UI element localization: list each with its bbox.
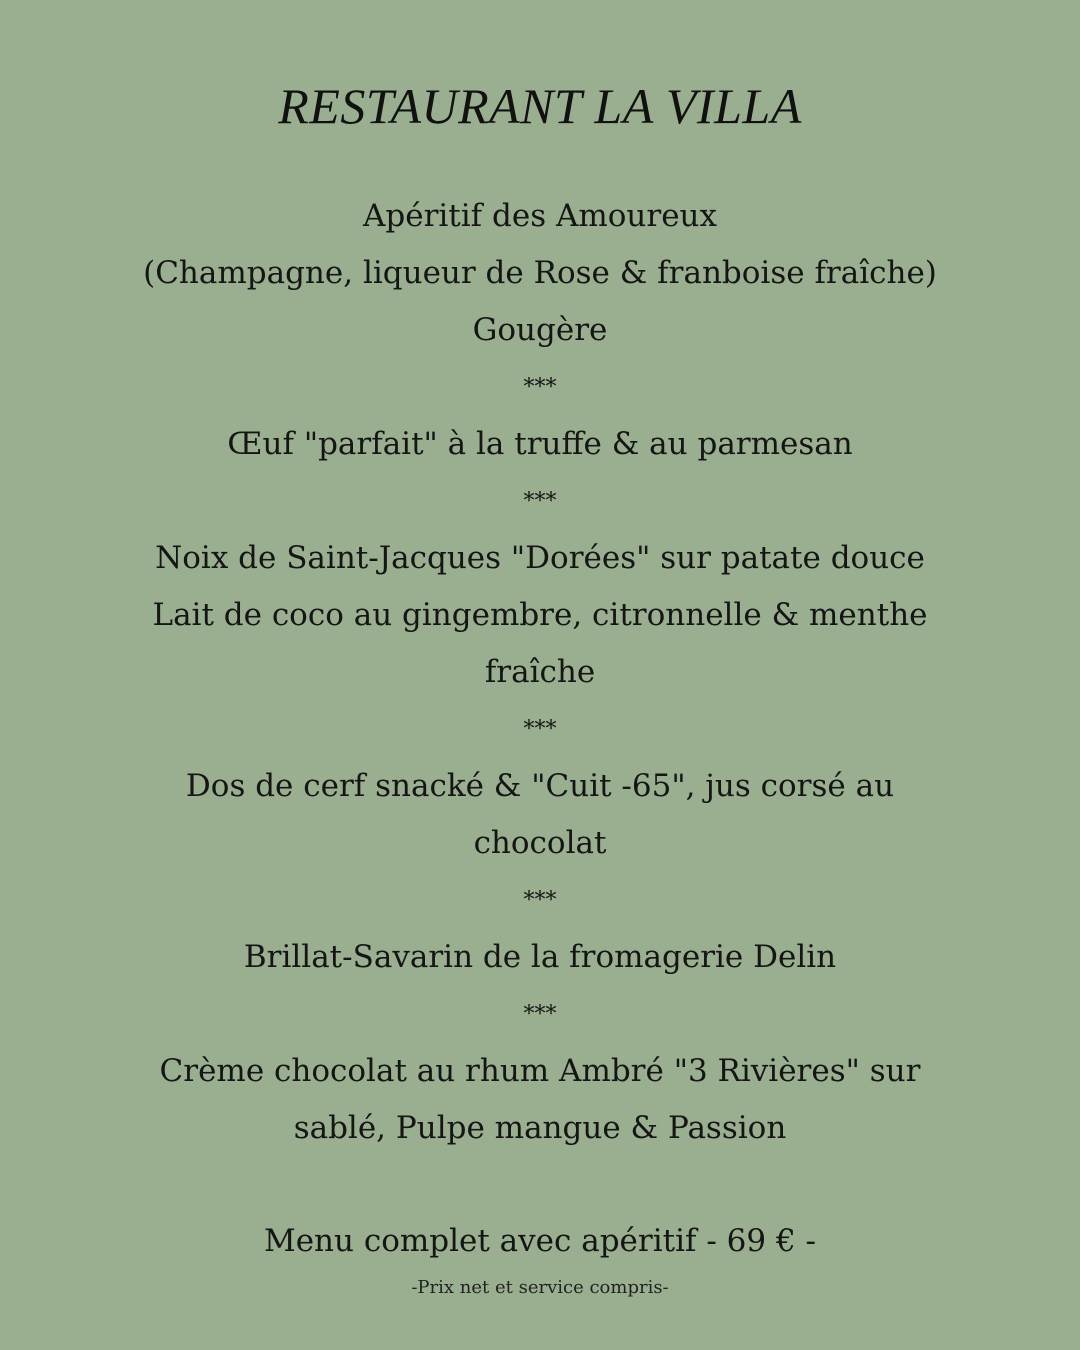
course-separator: *** xyxy=(523,888,557,913)
meat-dish-line-2: chocolat xyxy=(473,825,607,861)
restaurant-title: RESTAURANT LA VILLA xyxy=(278,78,802,134)
fish-dish-line-1: Noix de Saint-Jacques "Dorées" sur patate douce xyxy=(155,540,925,576)
aperitif-side: Gougère xyxy=(472,312,608,348)
price-note: -Prix net et service compris- xyxy=(411,1277,669,1298)
meat-dish-line-1: Dos de cerf snacké & "Cuit -65", jus corsé au xyxy=(185,768,895,804)
starter-dish: Œuf "parfait" à la truffe & au parmesan xyxy=(227,426,853,462)
menu-list xyxy=(80,188,1000,1157)
course-separator: *** xyxy=(523,375,557,400)
course-separator: *** xyxy=(523,489,557,514)
fish-dish-line-3: fraîche xyxy=(484,654,596,690)
dessert-line-2: sablé, Pulpe mangue & Passion xyxy=(293,1110,787,1146)
course-separator: *** xyxy=(523,1002,557,1027)
menu-price: Menu complet avec apéritif - 69 € - xyxy=(263,1223,817,1259)
aperitif-description: (Champagne, liqueur de Rose & franboise fraîche) xyxy=(143,255,937,291)
aperitif-name: Apéritif des Amoureux xyxy=(363,198,717,234)
dessert-line-1: Crème chocolat au rhum Ambré "3 Rivières" sur xyxy=(159,1053,921,1089)
cheese-dish: Brillat-Savarin de la fromagerie Delin xyxy=(243,939,837,975)
fish-dish-line-2: Lait de coco au gingembre, citronnelle & menthe xyxy=(152,597,928,633)
course-separator: *** xyxy=(523,717,557,742)
